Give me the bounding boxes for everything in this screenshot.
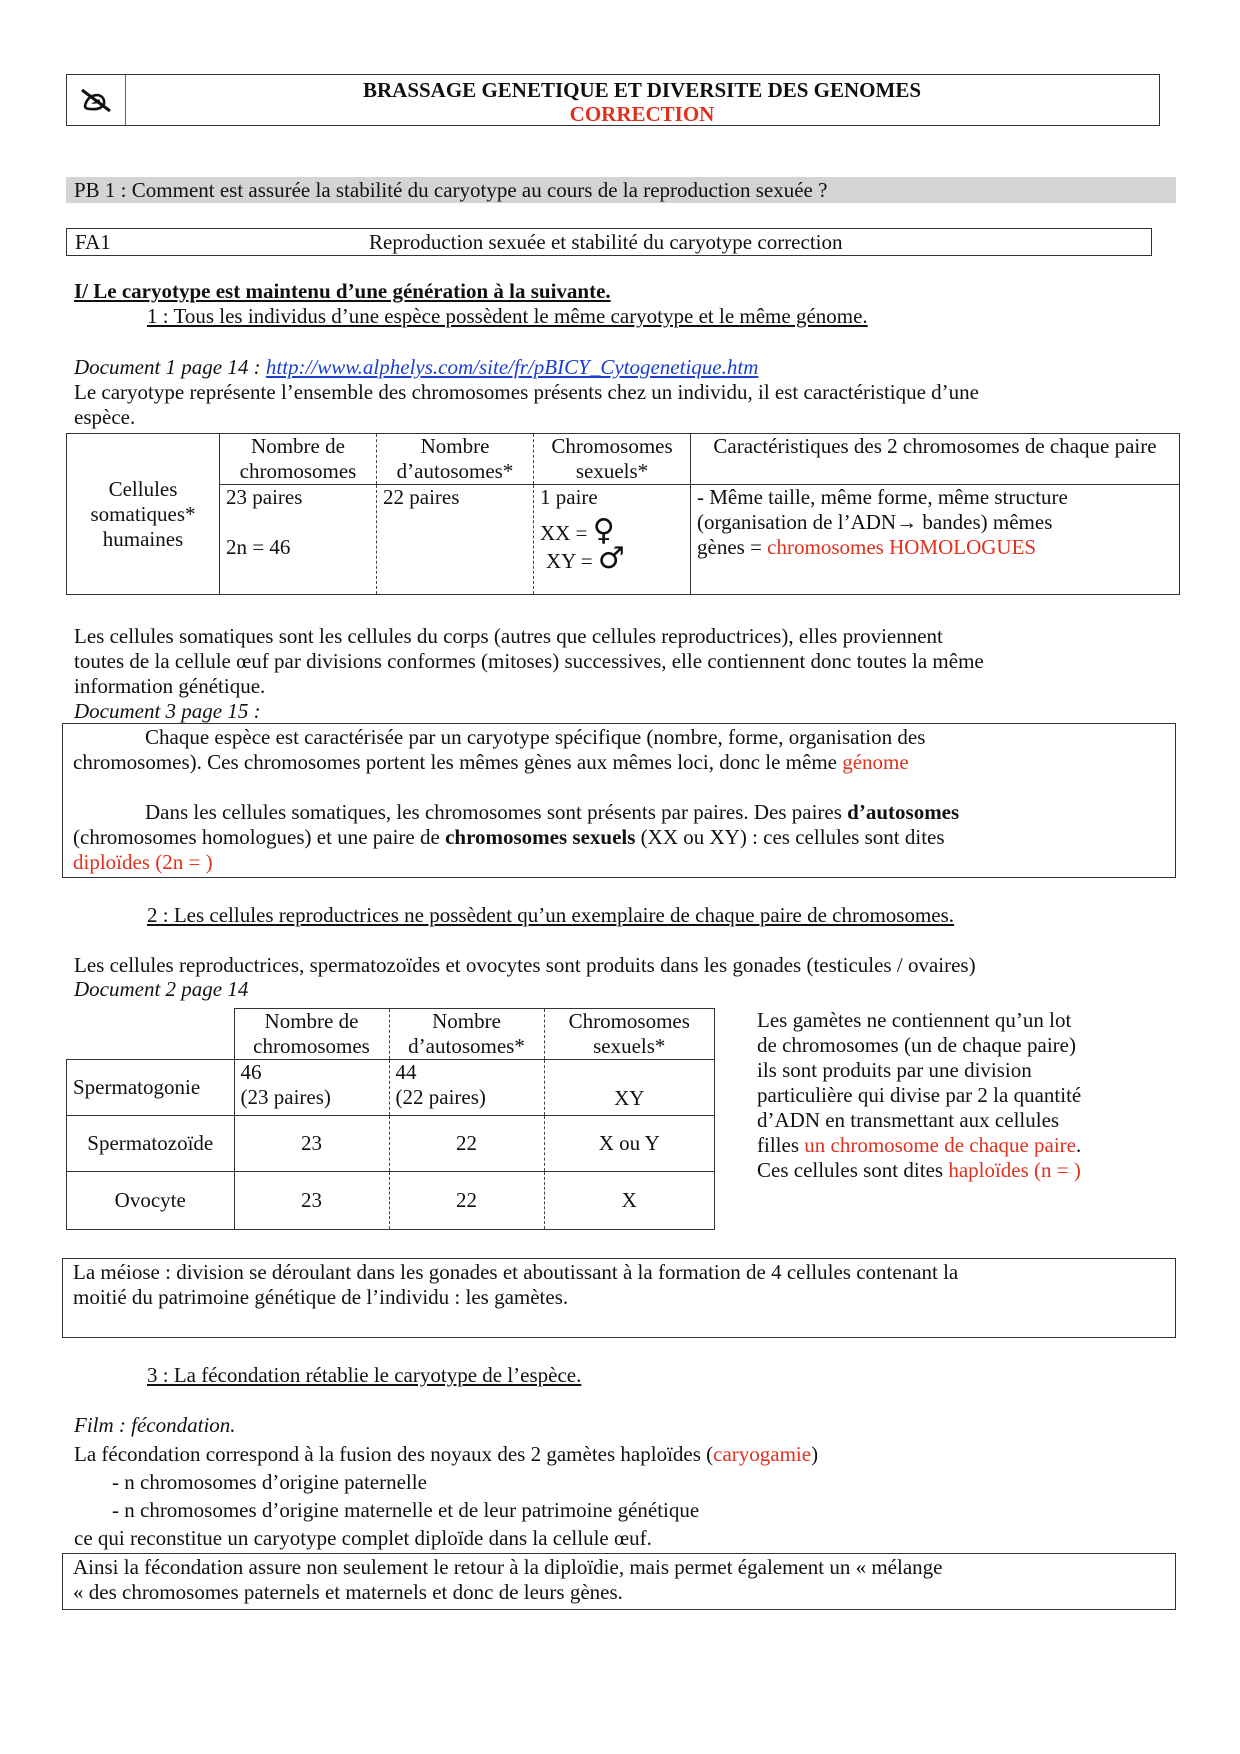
activity-code: FA1 [75,230,111,254]
subsection-1-heading: 1 : Tous les individus d’une espèce possèdent le même caryotype et le même génome. [147,304,868,328]
xy-label: XY = [546,549,593,573]
row-label-somatic: Cellules somatiques* humaines [67,434,220,595]
chromosome-pairs: 23 paires [226,485,303,509]
diploides-highlight: diploïdes (2n = ) [73,850,213,874]
genome-highlight: génome [842,750,909,774]
cell-value: (22 paires) [395,1085,486,1109]
table-row [67,1060,715,1116]
box-line: « des chromosomes paternels et maternels et donc de leurs gènes. [73,1580,623,1604]
caracteristiques-line: (organisation de l’ADN [697,510,897,534]
cell-chromosomes: 23 [234,1116,389,1172]
box-line: Dans les cellules somatiques, les chromosomes sont présents par paires. Des paires [145,800,848,824]
gametes-table [66,1008,715,1230]
cell-sexuels: XY [544,1060,715,1116]
caryogamie-highlight: caryogamie [713,1442,812,1466]
doc1-link[interactable]: http://www.alphelys.com/site/fr/pBICY_Cytogenetique.htm [265,355,759,379]
gametes-explanation [757,1008,1157,1183]
cell-sexuels [534,485,691,595]
chromosome-highlight: un chromosome de chaque paire [804,1133,1076,1157]
xx-label: XX = [540,521,588,545]
explanation-line: . [1075,1133,1082,1157]
explanation-line: d’ADN en transmettant aux cellules [757,1108,1060,1132]
definition-line: Le caryotype représente l’ensemble des chromosomes présents chez un individu, il est caractéristique d’une [74,380,979,404]
header-box [66,74,1160,126]
paragraph-line: toutes de la cellule œuf par divisions conformes (mitoses) successives, elle contiennent donc toutes la même [74,649,984,673]
row-label: Ovocyte [67,1172,235,1230]
header-chromosomes: Nombre de chromosomes [234,1009,389,1060]
pencil-crossed-icon [67,75,126,125]
section-heading: I/ Le caryotype est maintenu d’une génération à la suivante. [74,279,611,303]
doc3-box [62,723,1176,878]
male-symbol-icon: ♂ [597,541,625,576]
conclusion-box [62,1553,1176,1610]
box-line: Ainsi la fécondation assure non seulement le retour à la diploïdie, mais permet également un « mélange [73,1555,943,1579]
subsection-2-heading: 2 : Les cellules reproductrices ne possèdent qu’un exemplaire de chaque paire de chromosomes. [147,903,955,927]
reproductive-cells-line: Les cellules reproductrices, spermatozoïdes et ovocytes sont produits dans les gonades (testicules / ovaires) [74,953,976,977]
header-caracteristiques: Caractéristiques des 2 chromosomes de chaque paire [691,434,1180,485]
box-line: chromosomes). Ces chromosomes portent les mêmes gènes aux mêmes loci, donc le même [73,750,843,774]
paragraph-line: Les cellules somatiques sont les cellules du corps (autres que cellules reproductrices), elles proviennent [74,624,943,648]
problem-banner: PB 1 : Comment est assurée la stabilité du caryotype au cours de la reproduction sexuée ? [66,177,1176,203]
fecondation-line: ) [811,1442,819,1466]
header-sexuels: Chromosomes sexuels* [544,1009,715,1060]
row-label: Spermatogonie [67,1060,235,1116]
film-label: Film : fécondation. [74,1413,236,1437]
caryotype-table [66,433,1180,595]
homologues-highlight: chromosomes HOMOLOGUES [767,535,1037,559]
document-title [125,78,1159,126]
arrow-right-icon: → [896,510,918,534]
activity-title: Reproduction sexuée et stabilité du caryotype correction [369,230,843,254]
cell-value: 44 [395,1060,417,1084]
box-line: La méiose : division se déroulant dans les gonades et aboutissant à la formation de 4 cellules contenant la [73,1260,959,1284]
cell-chromosomes: 23 [234,1172,389,1230]
cell-autosomes: 22 [389,1116,544,1172]
box-line: (XX ou XY) : ces cellules sont dites [635,825,945,849]
explanation-line: de chromosomes (un de chaque paire) [757,1033,1076,1057]
cell-chromosomes [220,485,377,595]
header-autosomes: Nombre d’autosomes* [377,434,534,485]
doc3-label: Document 3 page 15 : [74,699,261,723]
list-item: - n chromosomes d’origine paternelle [112,1470,427,1494]
title-main: BRASSAGE GENETIQUE ET DIVERSITE DES GENOMES [362,78,922,102]
autosomes-bold: d’autosomes [847,800,960,824]
fecondation-line: ce qui reconstitue un caryotype complet diploïde dans la cellule œuf. [74,1526,652,1550]
cell-caracteristiques [691,485,1180,595]
meiose-box [62,1258,1176,1338]
definition-line: espèce. [74,405,136,429]
doc2-label: Document 2 page 14 [74,977,249,1001]
doc1-reference [74,355,758,380]
table-row [67,1116,715,1172]
caryotype-definition [74,380,979,430]
cell-value: (23 paires) [240,1085,331,1109]
row-label: Spermatozoïde [67,1116,235,1172]
title-correction: CORRECTION [569,102,715,126]
explanation-line: filles [757,1133,805,1157]
cell-sexuels: X [544,1172,715,1230]
somatic-paragraph [74,624,984,699]
cell-value: 46 [240,1060,262,1084]
caracteristiques-line: gènes = [697,535,768,559]
caracteristiques-line: bandes) mêmes [917,510,1053,534]
box-line: Chaque espèce est caractérisée par un caryotype spécifique (nombre, forme, organisation des [145,725,926,749]
explanation-line: Les gamètes ne contiennent qu’un lot [757,1008,1072,1032]
cell-autosomes: 22 [389,1172,544,1230]
paragraph-line: information génétique. [74,674,266,698]
subsection-3-heading: 3 : La fécondation rétablie le caryotype de l’espèce. [147,1363,582,1387]
cell-chromosomes [234,1060,389,1116]
explanation-line: particulière qui divise par 2 la quantité [757,1083,1082,1107]
haploides-highlight: haploïdes (n = ) [948,1158,1081,1182]
doc1-label: Document 1 page 14 : [74,355,266,379]
fecondation-text [74,1440,818,1552]
explanation-line: ils sont produits par une division [757,1058,1032,1082]
activity-box [66,228,1152,256]
empty-header [67,1009,235,1060]
header-chromosomes: Nombre de chromosomes [220,434,377,485]
explanation-line: Ces cellules sont dites [757,1158,949,1182]
cell-sexuels: X ou Y [544,1116,715,1172]
cell-autosomes: 22 paires [377,485,534,595]
cell-autosomes [389,1060,544,1116]
chromosome-count: 2n = 46 [226,535,291,559]
box-line: (chromosomes homologues) et une paire de [73,825,446,849]
caracteristiques-line: - Même taille, même forme, même structure [697,485,1068,509]
header-sexuels: Chromosomes sexuels* [534,434,691,485]
sex-pairs: 1 paire [540,485,598,509]
box-line: moitié du patrimoine génétique de l’individu : les gamètes. [73,1285,569,1309]
header-autosomes: Nombre d’autosomes* [389,1009,544,1060]
fecondation-line: La fécondation correspond à la fusion des noyaux des 2 gamètes haploïdes ( [74,1442,714,1466]
female-symbol-icon: ♀ [592,513,615,548]
sexuels-bold: chromosomes sexuels [445,825,636,849]
table-row [67,1172,715,1230]
list-item: - n chromosomes d’origine maternelle et de leur patrimoine génétique [112,1498,700,1522]
